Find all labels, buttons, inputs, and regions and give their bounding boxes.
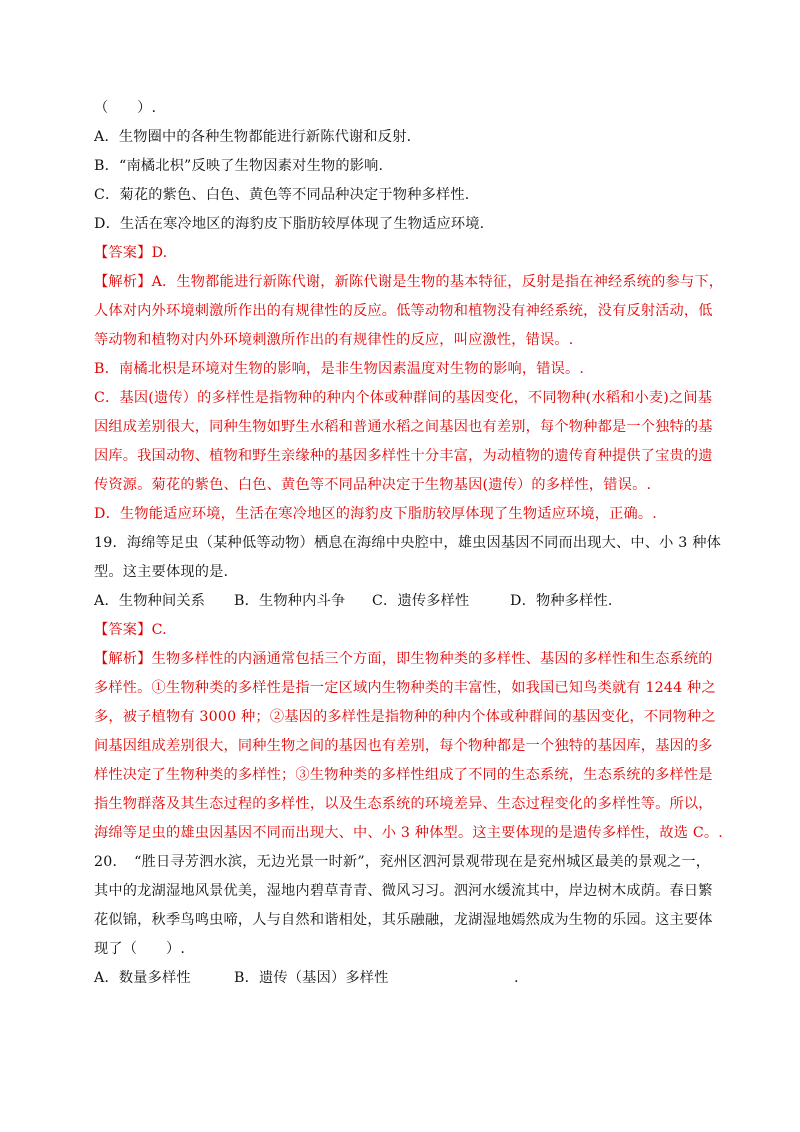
q19-option-b: B．生物种内斗争 (234, 593, 346, 609)
q18-stem-end: （ ）. (94, 100, 157, 116)
q20-stem-line: 花似锦，秋季鸟鸣虫啼，人与自然和谐相处，其乐融融，龙湖湿地嫣然成为生物的乐园。这主要体 (94, 912, 713, 928)
q19-option-d: D．物种多样性. (510, 593, 613, 609)
answer-tag: 【答案】 (94, 622, 152, 638)
answer-value: D. (151, 245, 168, 261)
analysis-tag: 【解析】 (94, 651, 152, 667)
analysis-text: 生物多样性的内涵通常包括三个方面，即生物种类的多样性、基因的多样性和生态系统的 (151, 651, 713, 667)
answer-tag: 【答案】 (94, 245, 152, 261)
q19-analysis-line (94, 645, 713, 674)
q20-stem-line: 其中的龙湖湿地风景优美，湿地内碧草青青、微风习习。泗河水缓流其中，岸边树木成荫。春日繁 (94, 883, 713, 899)
q18-analysis-line: 因库。我国动物、植物和野生亲缘种的基因多样性十分丰富，为动植物的遗传育种提供了宝贵的遗 (94, 448, 713, 464)
q19-analysis-line: 海绵等足虫的雄虫因基因不同而出现大、中、小 3 种体型。这主要体现的是遗传多样性，故选 C。. (94, 825, 724, 841)
analysis-text: A．生物都能进行新陈代谢，新陈代谢是生物的基本特征，反射是指在神经系统的参与下， (151, 274, 724, 290)
q19-stem-line: 型。这主要体现的是. (94, 564, 229, 580)
q19-analysis-line: 样性决定了生物种类的多样性；③生物种类的多样性组成了不同的生态系统，生态系统的多样性是 (94, 767, 713, 783)
analysis-tag: 【解析】 (94, 274, 152, 290)
q18-analysis-line: 传资源。菊花的紫色、白色、黄色等不同品种决定于生物基因(遗传）的多样性，错误。. (94, 477, 652, 493)
q18-option-b: B．“南橘北枳”反映了生物因素对生物的影响. (94, 158, 384, 174)
q18-option-d: D．生活在寒冷地区的海豹皮下脂肪较厚体现了生物适应环境. (94, 216, 485, 232)
q18-analysis-line: 等动物和植物对内外环境刺激所作出的有规律性的反应，叫应激性，错误。. (94, 332, 574, 348)
q20-option-a: A．数量多样性 (94, 970, 191, 986)
q20-option-b: B．遗传（基因）多样性 (234, 970, 389, 986)
q18-analysis-line: 人体对内外环境刺激所作出的有规律性的反应。低等动物和植物没有神经系统，没有反射活动，低 (94, 303, 713, 319)
q20-trailing-dot: . (514, 970, 519, 986)
q18-option-a: A．生物圈中的各种生物都能进行新陈代谢和反射. (94, 129, 412, 145)
q19-analysis-line: 多，被子植物有 3000 种；②基因的多样性是指物种的种内个体或种群间的基因变化，不同物种之 (94, 709, 716, 725)
q18-answer (94, 239, 708, 268)
q18-analysis-line (94, 268, 724, 297)
q18-analysis-line: D．生物能适应环境，生活在寒冷地区的海豹皮下脂肪较厚体现了生物适应环境，正确。. (94, 506, 658, 522)
q18-analysis-line: 因组成差别很大，同种生物如野生水稻和普通水稻之间基因也有差别，每个物种都是一个独特的基 (94, 419, 713, 435)
q19-analysis-line: 间基因组成差别很大，同种生物之间的基因也有差别，每个物种都是一个独特的基因库，基因的多 (94, 738, 713, 754)
q19-analysis-line: 指生物群落及其生态过程的多样性，以及生态系统的环境差异、生态过程变化的多样性等。所以， (94, 796, 713, 812)
q20-stem-line: 20． “胜日寻芳泗水滨，无边光景一时新”，兖州区泗河景观带现在是兖州城区最美的景观之一， (94, 854, 711, 870)
q19-option-a: A．生物种间关系 (94, 593, 206, 609)
q20-stem-line: 现了（ ）. (94, 941, 186, 957)
answer-value: C. (151, 622, 167, 638)
q18-analysis-line: C．基因(遗传）的多样性是指物种的种内个体或种群间的基因变化，不同物种(水稻和小麦)之间基 (94, 390, 713, 406)
q18-analysis-line: B．南橘北枳是环境对生物的影响，是非生物因素温度对生物的影响，错误。. (94, 361, 585, 377)
q19-stem-line: 19．海绵等足虫（某种低等动物）栖息在海绵中央腔中，雄虫因基因不同而出现大、中、小 3 种体 (94, 535, 721, 551)
q18-option-c: C．菊花的紫色、白色、黄色等不同品种决定于物种多样性. (94, 187, 470, 203)
q20-options (94, 964, 708, 993)
q19-answer (94, 616, 708, 645)
q19-analysis-line: 多样性。①生物种类的多样性是指一定区域内生物种类的丰富性，如我国已知鸟类就有 1244 种之 (94, 680, 716, 696)
q19-options (94, 587, 708, 616)
q19-option-c: C．遗传多样性 (372, 593, 470, 609)
